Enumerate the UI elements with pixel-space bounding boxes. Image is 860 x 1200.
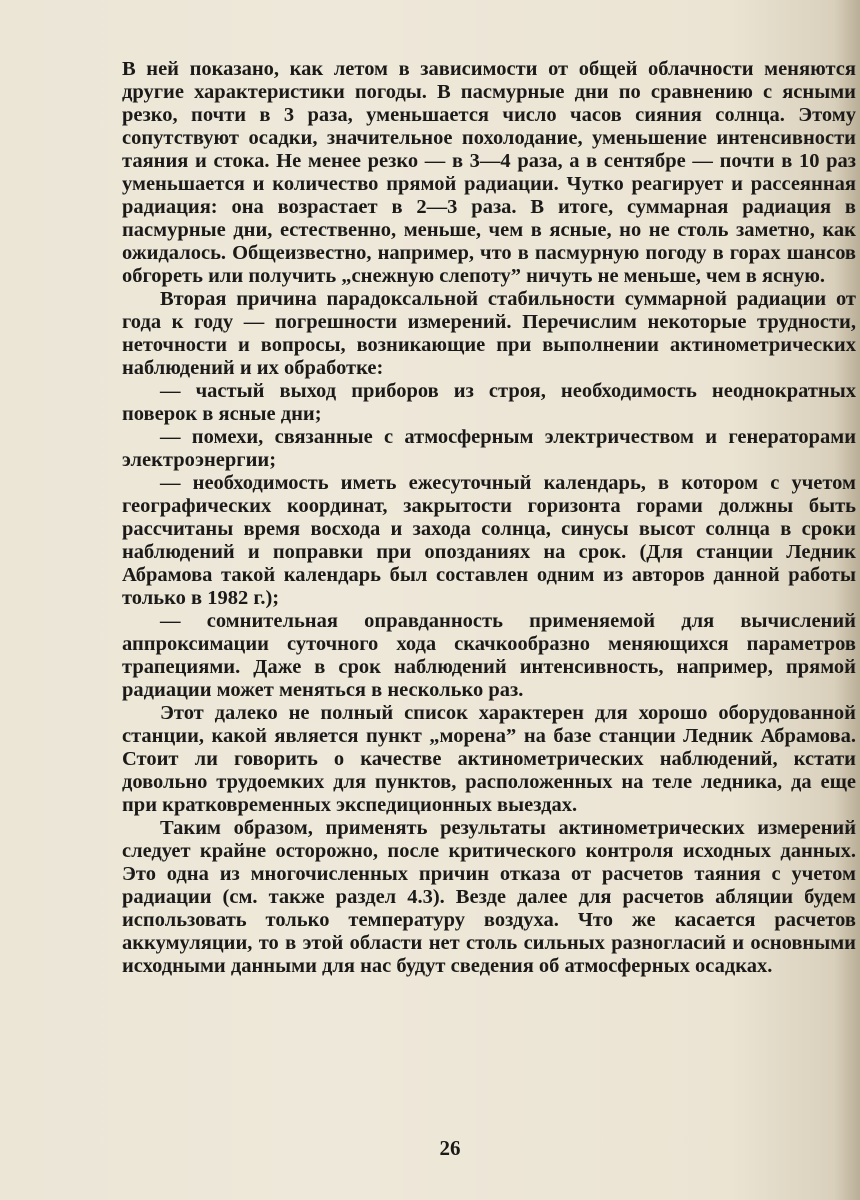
paragraph-conclusion: Таким образом, применять результаты актинометрических измерений следует крайне осторожно, после критического контроля исходных данных. Это одна из многочисленных причин отказа от расчетов таяния с учетом радиации (см. также раздел 4.3). Везде далее для расчетов абляции будем использовать только температуру воздуха. Что же касается расчетов аккумуляции, то в этой области нет столь сильных разногласий и основными исходными данными для нас будут сведения об атмосферных осадках.	[122, 817, 856, 977]
paragraph-station-list: Этот далеко не полный список характерен для хорошо оборудованной станции, какой является пункт „морена” на базе станции Ледник Абрамова. Стоит ли говорить о качестве актинометрических наблюдений, кстати довольно трудоемких для пунктов, расположенных на теле ледника, да еще при кратковременных экспедиционных выездах.	[122, 702, 856, 816]
list-item-calendar: — необходимость иметь ежесуточный календарь, в котором с учетом географических координат, закрытости горизонта горами должны быть рассчитаны время восхода и захода солнца, синусы высот солнца в сроки наблюдений и поправки при опозданиях на срок. (Для станции Ледник Абрамова такой календарь был составлен одним из авторов данной работы только в 1982 г.);	[122, 472, 856, 609]
list-item-instrument-failure: — частый выход приборов из строя, необходимость неоднократных поверок в ясные дни;	[122, 380, 856, 425]
list-item-approximation: — сомнительная оправданность применяемой для вычислений аппроксимации суточного хода скачкообразно меняющихся параметров трапециями. Даже в срок наблюдений интенсивность, например, прямой радиации может меняться в несколько раз.	[122, 610, 856, 701]
list-item-interference: — помехи, связанные с атмосферным электричеством и генераторами электроэнергии;	[122, 426, 856, 471]
body-text	[122, 58, 856, 978]
paragraph-measurement-errors: Вторая причина парадоксальной стабильности суммарной радиации от года к году — погрешности измерений. Перечислим некоторые трудности, неточности и вопросы, возникающие при выполнении актинометрических наблюдений и их обработке:	[122, 288, 856, 379]
page-number: 26	[439, 1136, 461, 1160]
paragraph-cloudiness: В ней показано, как летом в зависимости от общей облачности меняются другие характеристики погоды. В пасмурные дни по сравнению с ясными резко, почти в 3 раза, уменьшается число часов сияния солнца. Этому сопутствуют осадки, значительное похолодание, уменьшение интенсивности таяния и стока. Не менее резко — в 3—4 раза, а в сентябре — почти в 10 раз уменьшается и количество прямой радиации. Чутко реагирует и рассеянная радиация: она возрастает в 2—3 раза. В итоге, суммарная радиация в пасмурные дни, естественно, меньше, чем в ясные, но не столь заметно, как ожидалось. Общеизвестно, например, что в пасмурную погоду в горах шансов обгореть или получить „снежную слепоту” ничуть не меньше, чем в ясную.	[122, 58, 856, 287]
